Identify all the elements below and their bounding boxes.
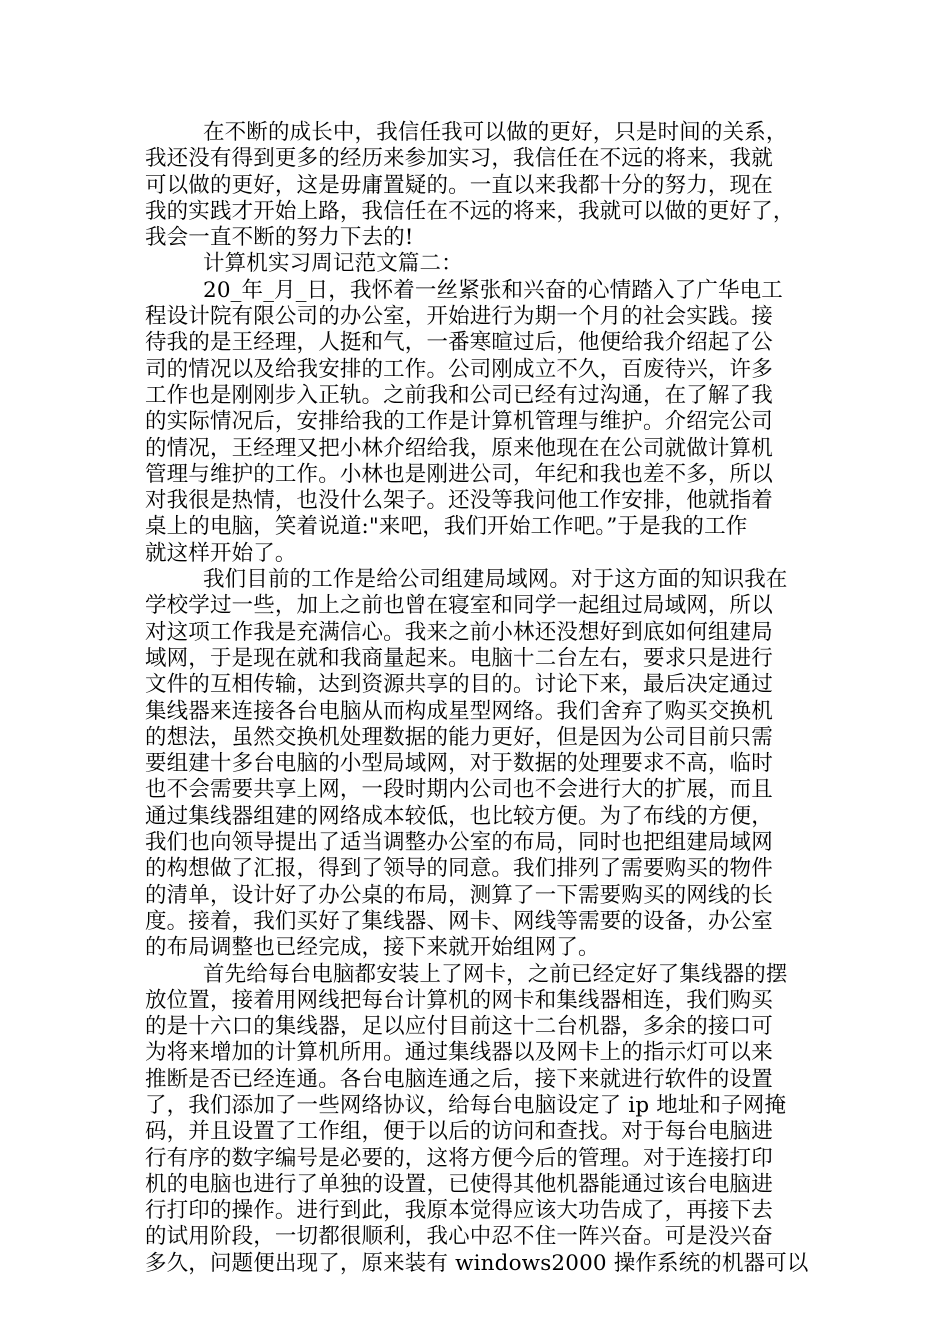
text-line: 了，我们添加了一些网络协议，给每台电脑设定了 ip 地址和子网掩 (145, 1092, 787, 1118)
text-line: 通过集线器组建的网络成本较低，也比较方便。为了布线的方便， (145, 803, 773, 829)
text-line: 程设计院有限公司的办公室，开始进行为期一个月的社会实践。接 (145, 304, 773, 330)
text-line: 要组建十多台电脑的小型局域网，对于数据的处理要求不高，临时 (145, 751, 773, 777)
text-line: 的情况，王经理又把小林介绍给我，原来他现在在公司就做计算机 (145, 435, 773, 461)
text-line: 我会一直不断的努力下去的! (145, 225, 414, 251)
text-line: 我还没有得到更多的经历来参加实习，我信任在不远的将来，我就 (145, 146, 773, 172)
text-line: 我的实践才开始上路，我信任在不远的将来，我就可以做的更好了， (145, 198, 795, 224)
text-line: 放位置，接着用网线把每台计算机的网卡和集线器相连，我们购买 (145, 987, 773, 1013)
text-line: 工作也是刚刚步入正轨。之前我和公司已经有过沟通，在了解了我 (145, 382, 773, 408)
text-line: 为将来增加的计算机所用。通过集线器以及网卡上的指示灯可以来 (145, 1040, 773, 1066)
text-line: 行有序的数字编号是必要的，这将方便今后的管理。对于连接打印 (145, 1145, 773, 1171)
text-line: 集线器来连接各台电脑从而构成星型网络。我们舍弃了购买交换机 (145, 698, 773, 724)
text-line: 的实际情况后，安排给我的工作是计算机管理与维护。介绍完公司 (145, 409, 773, 435)
text-line: 我们目前的工作是给公司组建局域网。对于这方面的知识我在 (203, 567, 788, 593)
text-line: 首先给每台电脑都安装上了网卡，之前已经定好了集线器的摆 (203, 961, 788, 987)
document-body (145, 120, 815, 1277)
text-line: 我们也向领导提出了适当调整办公室的布局，同时也把组建局域网 (145, 830, 773, 856)
text-line: 计算机实习周记范文篇二： (203, 251, 463, 277)
text-line: 多久，问题便出现了，原来装有 windows2000 操作系统的机器可以 (145, 1250, 809, 1276)
text-line: 行打印的操作。进行到此，我原本觉得应该大功告成了，再接下去 (145, 1198, 773, 1224)
text-line: 的试用阶段，一切都很顺利，我心中忍不住一阵兴奋。可是没兴奋 (145, 1224, 773, 1250)
text-line: 就这样开始了。 (145, 540, 297, 566)
text-line: 文件的互相传输，达到资源共享的目的。讨论下来，最后决定通过 (145, 672, 773, 698)
text-line: 司的情况以及给我安排的工作。公司刚成立不久，百废待兴，许多 (145, 356, 773, 382)
text-line: 桌上的电脑，笑着说道:"来吧，我们开始工作吧。”于是我的工作 (145, 514, 748, 540)
text-line: 推断是否已经连通。各台电脑连通之后，接下来就进行软件的设置 (145, 1066, 773, 1092)
text-line: 也不会需要共享上网，一段时期内公司也不会进行大的扩展，而且 (145, 777, 773, 803)
text-line: 学校学过一些，加上之前也曾在寝室和同学一起组过局域网，所以 (145, 593, 773, 619)
text-line: 20_年_月_日，我怀着一丝紧张和兴奋的心情踏入了广华电工 (203, 277, 783, 303)
text-line: 的是十六口的集线器，足以应付目前这十二台机器，多余的接口可 (145, 1014, 773, 1040)
text-line: 管理与维护的工作。小林也是刚进公司，年纪和我也差不多，所以 (145, 461, 773, 487)
text-line: 对我很是热情，也没什么架子。还没等我问他工作安排，他就指着 (145, 488, 773, 514)
text-line: 的清单，设计好了办公桌的布局，测算了一下需要购买的网线的长 (145, 882, 773, 908)
text-line: 对这项工作我是充满信心。我来之前小林还没想好到底如何组建局 (145, 619, 773, 645)
text-line: 在不断的成长中，我信任我可以做的更好，只是时间的关系， (203, 120, 788, 145)
text-line: 待我的是王经理，人挺和气，一番寒暄过后，他便给我介绍起了公 (145, 330, 773, 356)
text-line: 码，并且设置了工作组，便于以后的访问和查找。对于每台电脑进 (145, 1119, 773, 1145)
text-line: 可以做的更好，这是毋庸置疑的。一直以来我都十分的努力，现在 (145, 172, 773, 198)
text-line: 的布局调整也已经完成，接下来就开始组网了。 (145, 935, 600, 961)
text-line: 域网，于是现在就和我商量起来。电脑十二台左右，要求只是进行 (145, 645, 773, 671)
text-line: 度。接着，我们买好了集线器、网卡、网线等需要的设备，办公室 (145, 908, 773, 934)
text-line: 的想法，虽然交换机处理数据的能力更好，但是因为公司目前只需 (145, 724, 773, 750)
text-line: 的构想做了汇报，得到了领导的同意。我们排列了需要购买的物件 (145, 856, 773, 882)
text-line: 机的电脑也进行了单独的设置，已使得其他机器能通过该台电脑进 (145, 1171, 773, 1197)
